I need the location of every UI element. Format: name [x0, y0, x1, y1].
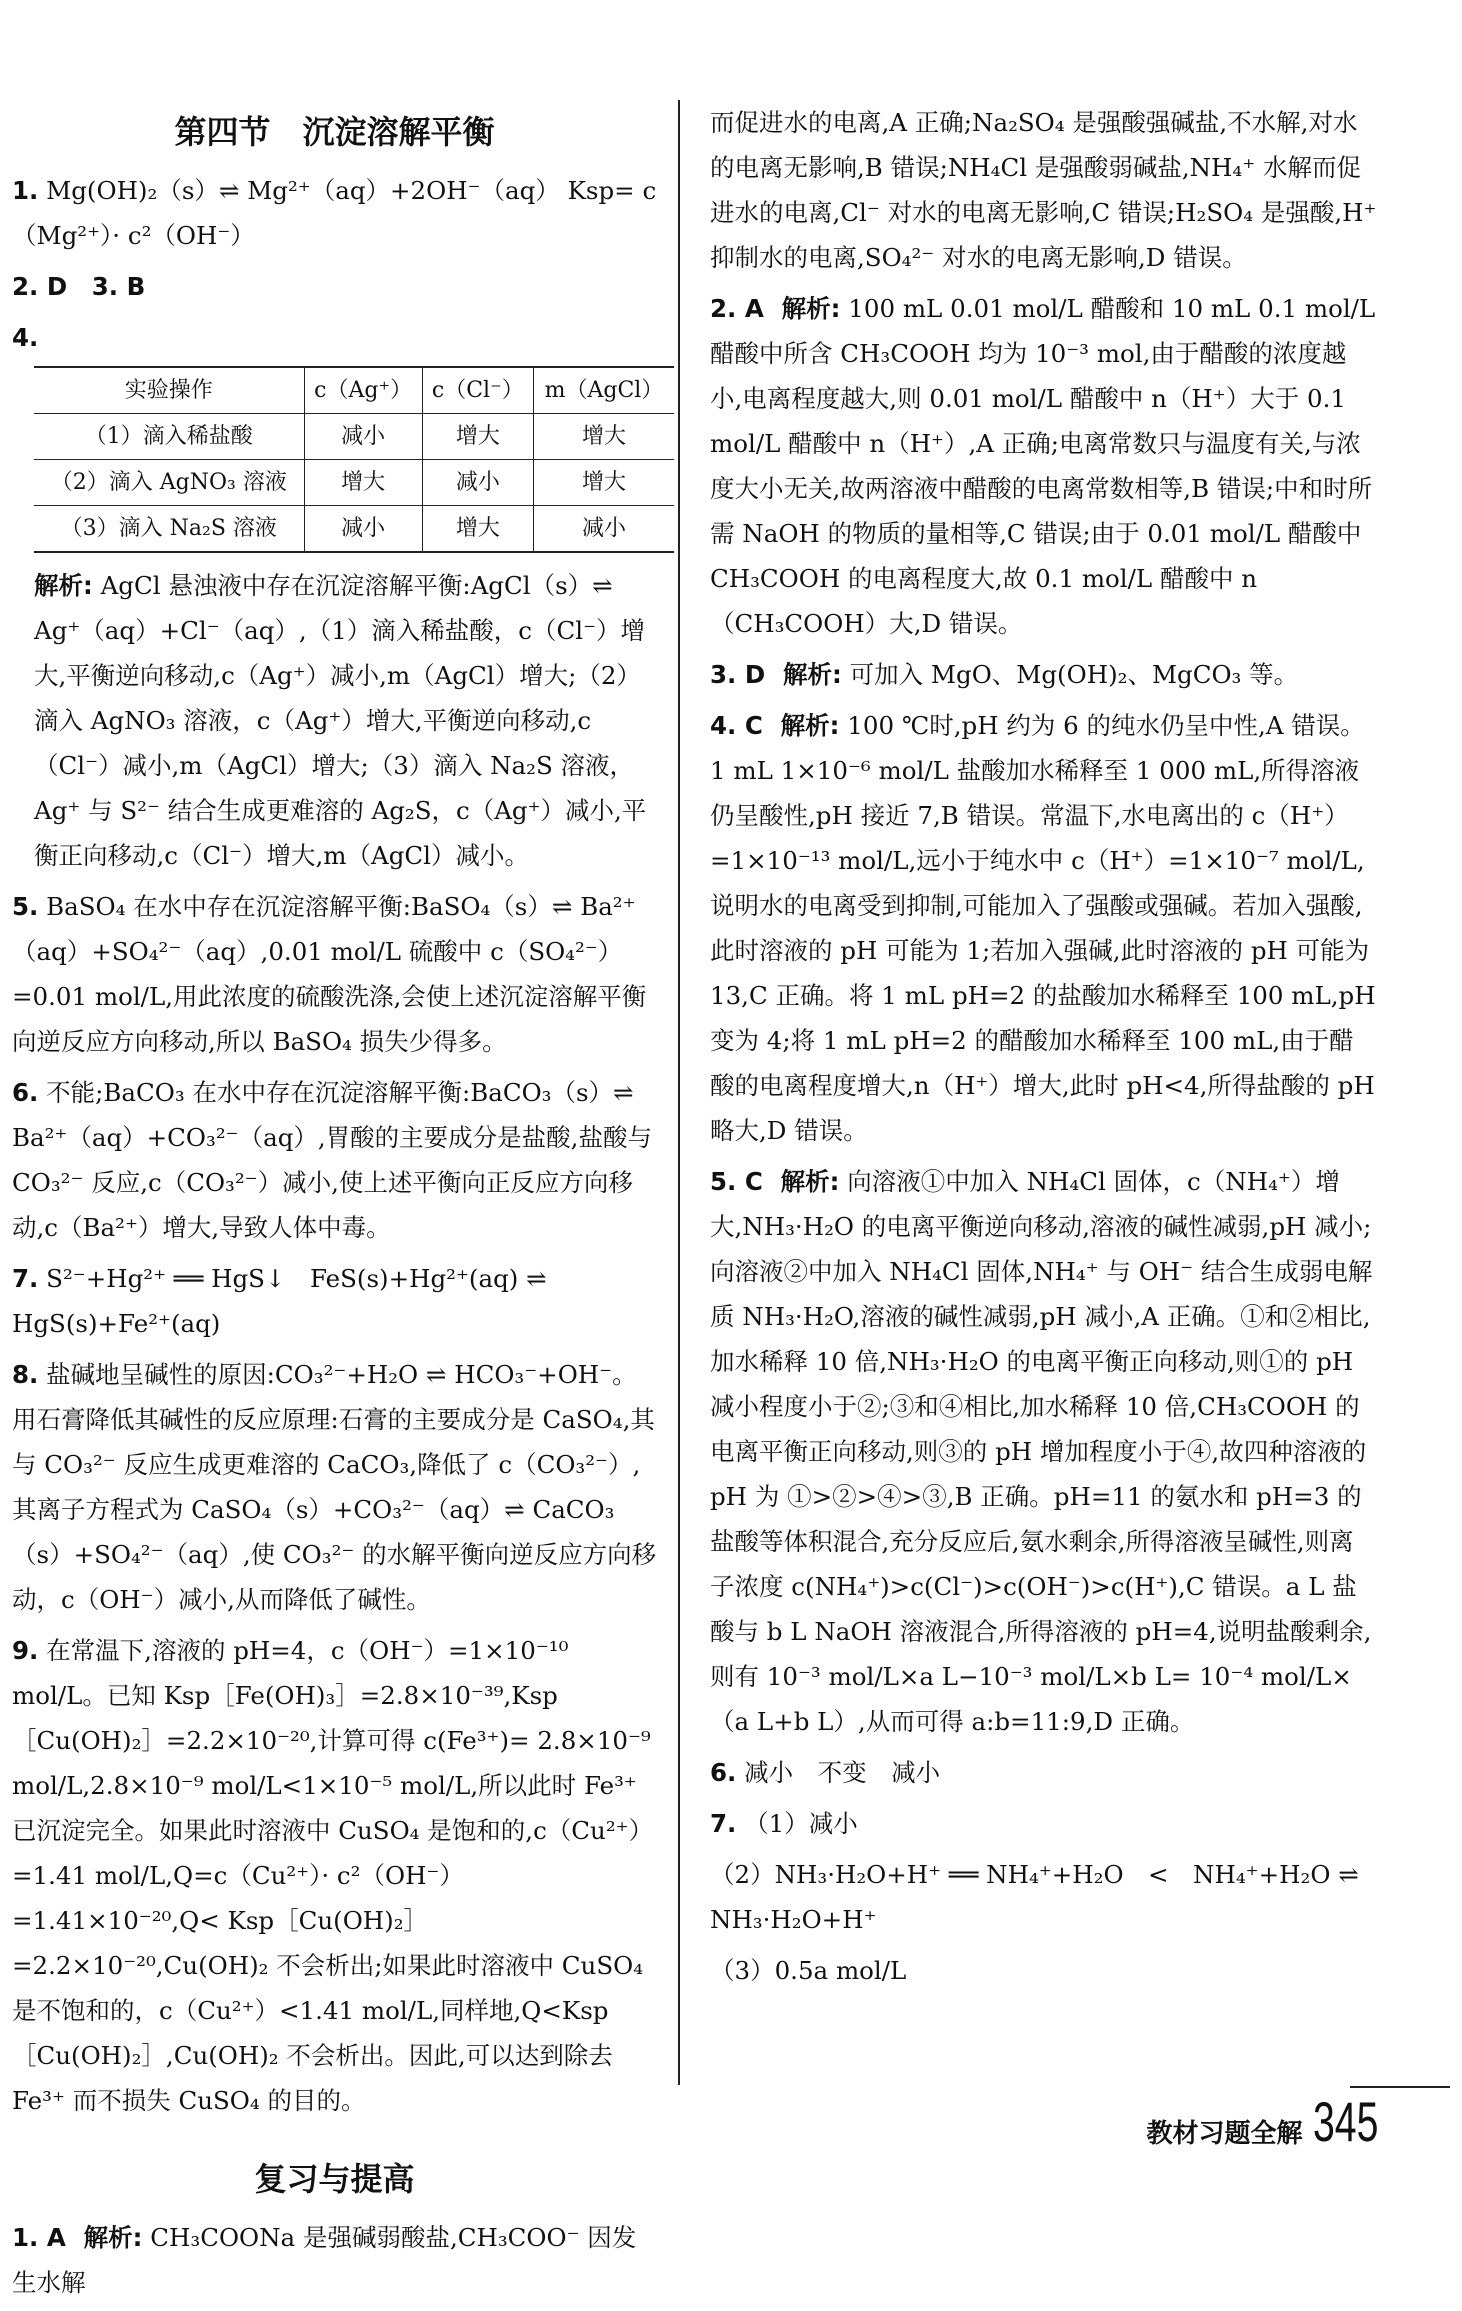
footer-label: 教材习题全解 — [1146, 2119, 1303, 2149]
page-footer — [1146, 2090, 1406, 2153]
answer-text: 向溶液①中加入 NH₄Cl 固体，c（NH₄⁺）增大,NH₃·H₂O 的电离平衡逆向移动,溶液的碱性减弱,pH 减小;向溶液②中加入 NH₄Cl 固体,NH₄⁺ 与 OH⁻ 结合生成弱电解质 NH₃·H₂O,溶液的碱性减弱,pH 减小,A 正确。①和②相比,加水稀释 10 倍,NH₃·H₂O 的电离平衡正向移动,则①的 pH 减小程度小于②;③和④相比,加水稀释 10 倍,CH₃COOH 的电离平衡正向移动,则③的 pH 增加程度小于④,故四种溶液的 pH 为 ①>②>④>③,B 正确。pH=11 的氨水和 pH=3 的盐酸等体积混合,充分反应后,氨水剩余,所得溶液呈碱性,则离子浓度 c(NH₄⁺)>c(Cl⁻)>c(OH⁻)>c(H⁺),C 错误。a L 盐酸与 b L NaOH 溶液混合,所得溶液的 pH=4,说明盐酸剩余,则有 10⁻³ mol/L×a L−10⁻³ mol/L×b L= 10⁻⁴ mol/L×（a L+b L）,从而可得 a:b=11:9,D 正确。 — [710, 1167, 1373, 1736]
section-title: 第四节 沉淀溶解平衡 — [174, 113, 495, 151]
table-cell: 增大 — [422, 414, 533, 460]
answer-number: 6. — [710, 1758, 737, 1787]
answer-number: 8. — [12, 1360, 39, 1389]
review-answer-1-continued: 而促进水的电离,A 正确;Na₂SO₄ 是强酸强碱盐,不水解,对水的电离无影响,B 错误;NH₄Cl 是强酸弱碱盐,NH₄⁺ 水解而促进水的电离,Cl⁻ 对水的电离无影响,C 错误;H₂SO₄ 是强酸,H⁺ 抑制水的电离,SO₄²⁻ 对水的电离无影响,D 错误。 — [710, 108, 1377, 272]
review-answer-2 — [710, 286, 1378, 646]
answer-9 — [12, 1628, 657, 2123]
answer-text: 100 mL 0.01 mol/L 醋酸和 10 mL 0.1 mol/L 醋酸中所含 CH₃COOH 均为 10⁻³ mol,由于醋酸的浓度越小,电离程度越大,则 0.01 mol/L 醋酸中 n（H⁺）大于 0.1 mol/L 醋酸中 n（H⁺）,A 正确;电离常数只与温度有关,与浓度大小无关,故两溶液中醋酸的电离常数相等,B 错误;中和时所需 NaOH 的物质的量相等,C 错误;由于 0.01 mol/L 醋酸中 CH₃COOH 的电离程度大,故 0.1 mol/L 醋酸中 n（CH₃COOH）大,D 错误。 — [710, 294, 1376, 638]
answer-number: 1. A — [12, 2223, 66, 2252]
analysis-label: 解析: — [34, 571, 93, 600]
answer-number: 2. A — [710, 294, 764, 323]
table-cell: 增大 — [304, 460, 422, 506]
review-answer-1 — [12, 2215, 657, 2305]
answer-text: S²⁻+Hg²⁺ ══ HgS↓ FeS(s)+Hg²⁺(aq) ⇌ HgS(s)+Fe²⁺(aq) — [12, 1264, 547, 1338]
answer-4-table — [34, 366, 674, 553]
review-answer-7-part-3: （3）0.5a mol/L — [710, 1956, 907, 1985]
answer-number: 7. — [710, 1809, 737, 1838]
table-row — [34, 460, 674, 506]
answer-text: BaSO₄ 在水中存在沉淀溶解平衡:BaSO₄（s）⇌ Ba²⁺（aq）+SO₄²⁻（aq）,0.01 mol/L 硫酸中 c（SO₄²⁻）=0.01 mol/L,用此浓度的硫酸洗涤,会使上述沉淀溶解平衡向逆反应方向移动,所以 BaSO₄ 损失少得多。 — [12, 892, 647, 1056]
answer-5 — [12, 884, 657, 1064]
answer-text: 在常温下,溶液的 pH=4，c（OH⁻）=1×10⁻¹⁰ mol/L。已知 Ksp［Fe(OH)₃］=2.8×10⁻³⁹,Ksp［Cu(OH)₂］=2.2×10⁻²⁰,计算可得 c(Fe³⁺)= 2.8×10⁻⁹ mol/L,2.8×10⁻⁹ mol/L<1×10⁻⁵ mol/L,所以此时 Fe³⁺ 已沉淀完全。如果此时溶液中 CuSO₄ 是饱和的,c（Cu²⁺）=1.41 mol/L,Q=c（Cu²⁺）· c²（OH⁻）=1.41×10⁻²⁰,Q< Ksp［Cu(OH)₂］=2.2×10⁻²⁰,Cu(OH)₂ 不会析出;如果此时溶液中 CuSO₄ 是不饱和的，c（Cu²⁺）<1.41 mol/L,同样地,Q<Ksp［Cu(OH)₂］,Cu(OH)₂ 不会析出。因此,可以达到除去 Fe³⁺ 而不损失 CuSO₄ 的目的。 — [12, 1636, 654, 2115]
review-answer-5 — [710, 1159, 1378, 1744]
answer-number: 5. C — [710, 1167, 763, 1196]
right-column — [710, 100, 1378, 1999]
review-answer-4 — [710, 703, 1378, 1153]
column-divider — [678, 100, 680, 2085]
answer-text: 减小 不变 减小 — [744, 1758, 941, 1787]
answer-number: 7. — [12, 1264, 39, 1293]
table-cell: 减小 — [304, 506, 422, 553]
table-header: m（AgCl） — [533, 367, 674, 414]
table-header: 实验操作 — [34, 367, 304, 414]
table-row — [34, 506, 674, 553]
table-header: c（Ag⁺） — [304, 367, 422, 414]
answer-text: CH₃COONa 是强碱弱酸盐,CH₃COO⁻ 因发生水解 — [12, 2223, 637, 2297]
left-column — [12, 100, 664, 2311]
table-cell: 增大 — [533, 414, 674, 460]
review-answer-7 — [710, 1801, 1378, 1846]
table-cell: 增大 — [422, 506, 533, 553]
table-header: c（Cl⁻） — [422, 367, 533, 414]
table-cell: 减小 — [533, 506, 674, 553]
analysis-text: AgCl 悬浊液中存在沉淀溶解平衡:AgCl（s）⇌ Ag⁺（aq）+Cl⁻（aq）,（1）滴入稀盐酸，c（Cl⁻）增大,平衡逆向移动,c（Ag⁺）减小,m（AgCl）增大;（2）滴入 AgNO₃ 溶液，c（Ag⁺）增大,平衡逆向移动,c（Cl⁻）减小,m（AgCl）增大;（3）滴入 Na₂S 溶液，Ag⁺ 与 S²⁻ 结合生成更难溶的 Ag₂S，c（Ag⁺）减小,平衡正向移动,c（Cl⁻）增大,m（AgCl）减小。 — [34, 571, 647, 870]
answer-text: 100 ℃时,pH 约为 6 的纯水仍呈中性,A 错误。1 mL 1×10⁻⁶ mol/L 盐酸加水稀释至 1 000 mL,所得溶液仍呈酸性,pH 接近 7,B 错误。常温下,水电离出的 c（H⁺）=1×10⁻¹³ mol/L,远小于纯水中 c（H⁺）=1×10⁻⁷ mol/L,说明水的电离受到抑制,可能加入了强酸或强碱。若加入强酸,此时溶液的 pH 可能为 1;若加入强碱,此时溶液的 pH 可能为 13,C 正确。将 1 mL pH=2 的盐酸加水稀释至 100 mL,pH 变为 4;将 1 mL pH=2 的醋酸加水稀释至 100 mL,由于醋酸的电离程度增大,n（H⁺）增大,此时 pH<4,所得盐酸的 pH 略大,D 错误。 — [710, 711, 1376, 1145]
table-cell: 减小 — [304, 414, 422, 460]
analysis-label: 解析: — [780, 711, 840, 740]
page-number: 345 — [1312, 2090, 1378, 2153]
answer-number: 9. — [12, 1636, 39, 1665]
answer-number: 4. C — [710, 711, 763, 740]
table-cell: （3）滴入 Na₂S 溶液 — [34, 506, 304, 553]
analysis-label: 解析: — [783, 660, 842, 689]
answer-text: Mg(OH)₂（s）⇌ Mg²⁺（aq）+2OH⁻（aq） Ksp= c（Mg²⁺）· c²（OH⁻） — [12, 176, 657, 250]
answer-4-analysis — [34, 563, 657, 878]
review-answer-6 — [710, 1750, 1378, 1795]
answer-number: 6. — [12, 1078, 39, 1107]
footer-rule — [1350, 2086, 1450, 2088]
answer-number: 3. D — [710, 660, 766, 689]
answer-text: 盐碱地呈碱性的原因:CO₃²⁻+H₂O ⇌ HCO₃⁻+OH⁻。用石膏降低其碱性的反应原理:石膏的主要成分是 CaSO₄,其与 CO₃²⁻ 反应生成更难溶的 CaCO₃,降低了 c（CO₃²⁻）,其离子方程式为 CaSO₄（s）+CO₃²⁻（aq）⇌ CaCO₃（s）+SO₄²⁻（aq）,使 CO₃²⁻ 的水解平衡向逆反应方向移动，c（OH⁻）减小,从而降低了碱性。 — [12, 1360, 657, 1614]
answer-text: 可加入 MgO、Mg(OH)₂、MgCO₃ 等。 — [849, 660, 1299, 689]
table-cell: （2）滴入 AgNO₃ 溶液 — [34, 460, 304, 506]
table-cell: 增大 — [533, 460, 674, 506]
answer-2-3: 2. D 3. B — [12, 272, 146, 301]
answer-6 — [12, 1070, 657, 1250]
answer-text: 不能;BaCO₃ 在水中存在沉淀溶解平衡:BaCO₃（s）⇌ Ba²⁺（aq）+CO₃²⁻（aq）,胃酸的主要成分是盐酸,盐酸与 CO₃²⁻ 反应,c（CO₃²⁻）减小,使上述平衡向正反应方向移动,c（Ba²⁺）增大,导致人体中毒。 — [12, 1078, 652, 1242]
table-header-row — [34, 367, 674, 414]
review-answer-7-part-2: （2）NH₃·H₂O+H⁺ ══ NH₄⁺+H₂O < NH₄⁺+H₂O ⇌ NH₃·H₂O+H⁺ — [710, 1860, 1359, 1934]
answer-7 — [12, 1256, 657, 1346]
analysis-label: 解析: — [781, 294, 841, 323]
answer-1 — [12, 168, 657, 258]
table-row — [34, 414, 674, 460]
answer-part: （1）减小 — [744, 1809, 858, 1838]
review-answer-3 — [710, 652, 1378, 697]
analysis-label: 解析: — [780, 1167, 840, 1196]
review-title: 复习与提高 — [254, 2160, 415, 2198]
answer-number: 5. — [12, 892, 39, 921]
answer-4 — [12, 315, 657, 360]
analysis-label: 解析: — [83, 2223, 143, 2252]
table-cell: （1）滴入稀盐酸 — [34, 414, 304, 460]
answer-8 — [12, 1352, 657, 1622]
table-cell: 减小 — [422, 460, 533, 506]
answer-number: 4. — [12, 323, 39, 352]
answer-number: 1. — [12, 176, 39, 205]
